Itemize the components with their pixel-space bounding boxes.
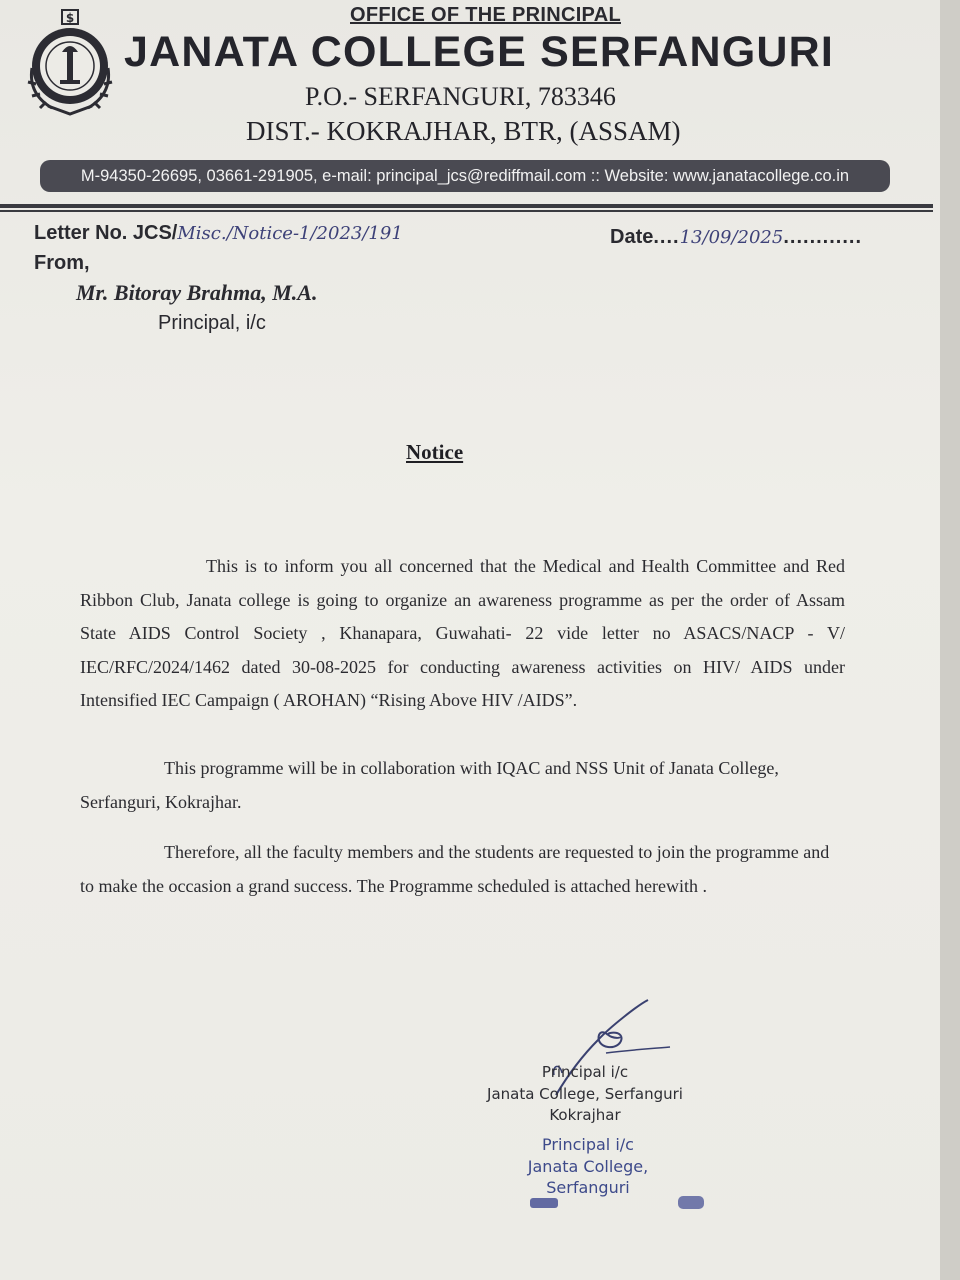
- from-label: From,: [34, 252, 90, 274]
- header-divider: [0, 204, 933, 208]
- office-heading: OFFICE OF THE PRINCIPAL: [350, 4, 621, 26]
- signature-institution: Janata College, Serfanguri: [487, 1084, 683, 1103]
- svg-text:$: $: [65, 11, 75, 25]
- college-name: JANATA COLLEGE SERFANGURI: [124, 28, 835, 76]
- stamp-ink-mark: [678, 1196, 704, 1209]
- notice-paragraph-2: This programme will be in collaboration with IQAC and NSS Unit of Janata College, Serfanguri, Kokrajhar.: [80, 758, 779, 812]
- stamp-institution: Janata College,: [527, 1156, 649, 1176]
- date-label: Date: [610, 226, 654, 248]
- postal-address: P.O.- SERFANGURI, 783346: [305, 82, 616, 111]
- letter-number-handwritten: Misc./Notice-1/2023/191: [177, 223, 403, 244]
- signature-block: [470, 1062, 700, 1127]
- signature-title: Principal i/c: [541, 1063, 629, 1081]
- stamp-ink-mark: [530, 1198, 558, 1208]
- notice-title: Notice: [406, 440, 464, 464]
- letter-number-label: Letter No. JCS/: [34, 222, 178, 244]
- district-address: DIST.- KOKRAJHAR, BTR, (ASSAM): [246, 116, 681, 146]
- contact-bar: M-94350-26695, 03661-291905, e-mail: principal_jcs@rediffmail.com :: Website: www.janatacollege.co.in: [40, 160, 890, 192]
- header-divider-thin: [0, 210, 933, 212]
- letter-date: Date....13/09/2025............: [610, 226, 863, 248]
- signature-location: Kokrajhar: [549, 1106, 621, 1124]
- stamp-title: Principal i/c: [542, 1135, 634, 1154]
- sender-title: Principal, i/c: [158, 312, 266, 334]
- stamp-location: Serfanguri: [546, 1178, 630, 1197]
- page-edge-shadow: [940, 0, 960, 1280]
- letter-number: [34, 222, 403, 245]
- sender-name: Mr. Bitoray Brahma, M.A.: [76, 280, 318, 305]
- date-handwritten: 13/09/2025: [679, 227, 784, 248]
- college-crest-icon: [22, 8, 118, 120]
- notice-paragraph-1: This is to inform you all concerned that the Medical and Health Committee and Red Ribbon Club, Janata college is going to organize an awareness programme as per the order of Assam State AIDS Control Society , Khanapara, Guwahati- 22 vide letter no ASACS/NACP - V/ IEC/RFC/2024/1462 dated 30-08-2025 for conducting awareness activities on HIV/ AIDS under Intensified IEC Campaign ( AROHAN) “Rising Above HIV /AIDS”.: [80, 556, 845, 710]
- notice-paragraph-3: Therefore, all the faculty members and the students are requested to join the programme and to make the occasion a grand success. The Programme scheduled is attached herewith .: [80, 842, 830, 896]
- official-stamp: [488, 1134, 688, 1199]
